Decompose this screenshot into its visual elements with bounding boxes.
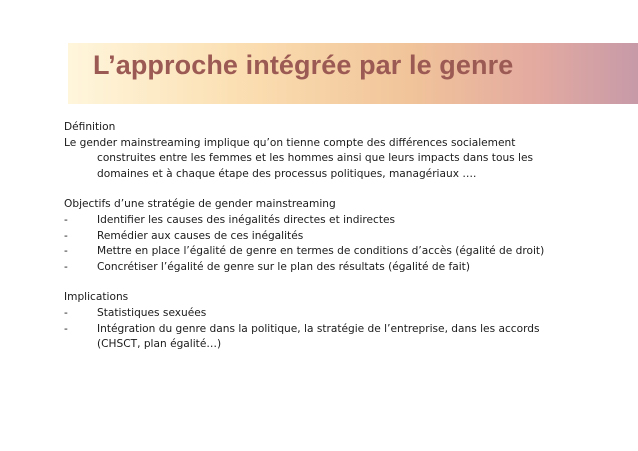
- bullet-dash: -: [64, 245, 68, 258]
- bullet-dash: -: [64, 260, 68, 273]
- list-item: [64, 322, 584, 338]
- list-item: [64, 306, 584, 322]
- objectif-item-4: Concrétiser l’égalité de genre sur le plan des résultats (égalité de fait): [97, 260, 470, 273]
- list-item: [64, 213, 584, 229]
- bullet-dash: -: [64, 322, 68, 335]
- implications-heading: Implications: [64, 291, 129, 304]
- definition-line-1: Le gender mainstreaming implique qu’on tienne compte des différences socialement: [64, 136, 516, 149]
- definition-line-2: construites entre les femmes et les hommes ainsi que leurs impacts dans tous les: [97, 152, 534, 165]
- bullet-dash: -: [64, 213, 68, 226]
- objectif-item-1: Identifier les causes des inégalités directes et indirectes: [97, 213, 396, 226]
- bullet-dash: -: [64, 229, 68, 242]
- definition-heading: Définition: [64, 121, 116, 133]
- implication-item-2: Intégration du genre dans la politique, la stratégie de l’entreprise, dans les accords: [97, 322, 540, 335]
- list-item: [64, 260, 584, 276]
- implication-item-1: Statistiques sexuées: [97, 306, 207, 319]
- slide-title: L’approche intégrée par le genre: [93, 50, 514, 80]
- objectif-item-3: Mettre en place l’égalité de genre en termes de conditions d’accès (égalité de droit): [97, 245, 545, 258]
- list-item: [64, 229, 584, 245]
- bullet-dash: -: [64, 306, 68, 319]
- list-item: [64, 244, 584, 260]
- objectifs-heading: Objectifs d’une stratégie de gender mainstreaming: [64, 198, 336, 211]
- definition-line-3: domaines et à chaque étape des processus politiques, managériaux ….: [97, 167, 477, 180]
- objectif-item-2: Remédier aux causes de ces inégalités: [97, 229, 304, 242]
- slide-body: [64, 120, 584, 353]
- implication-item-2-continuation: (CHSCT, plan égalité…): [97, 338, 222, 351]
